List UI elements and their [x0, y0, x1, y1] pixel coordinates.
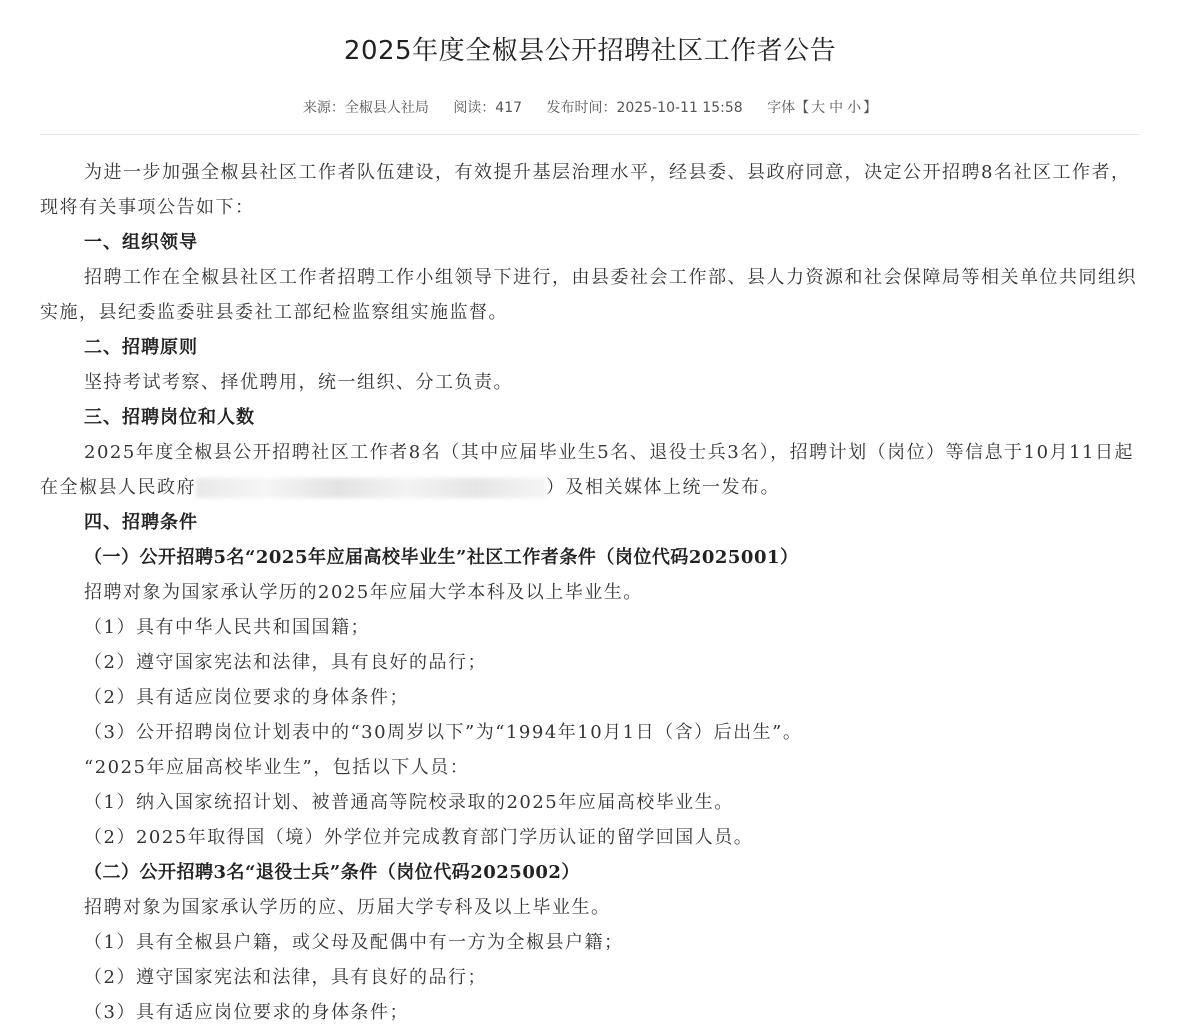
- list-item: （2）遵守国家宪法和法律，具有良好的品行；: [84, 652, 487, 673]
- list-item: （1）具有全椒县户籍，或父母及配偶中有一方为全椒县户籍；: [84, 932, 624, 953]
- section-heading: 三、招聘岗位和人数: [84, 407, 255, 428]
- font-large-link[interactable]: 大: [811, 100, 826, 116]
- section-heading: 四、招聘条件: [84, 512, 198, 533]
- list-item: （2）遵守国家宪法和法律，具有良好的品行；: [84, 967, 487, 988]
- intro-paragraph: 为进一步加强全椒县社区工作者队伍建设，有效提升基层治理水平，经县委、县政府同意，决定公开招聘8名社区工作者，现将有关事项公告如下：: [40, 162, 1131, 218]
- redacted-link: [196, 478, 546, 498]
- list-intro: 招聘对象为国家承认学历的应、历届大学专科及以上毕业生。: [84, 897, 611, 918]
- list-item: （1）具有中华人民共和国国籍；: [84, 617, 370, 638]
- article-meta: [40, 97, 1140, 117]
- list-intro: 招聘对象为国家承认学历的2025年应届大学本科及以上毕业生。: [84, 582, 643, 603]
- section-heading: 二、招聘原则: [84, 337, 198, 358]
- source-label: 来源：全椒县人社局: [302, 100, 429, 116]
- divider: [40, 134, 1140, 135]
- text-fragment: ）及相关媒体上统一发布。: [546, 477, 780, 498]
- text-fragment: 2025年度全椒县公开招聘社区工作者8名（其中应届毕业生5名、退役士兵3名），招聘计划（岗位）等信息于10月11日起在全椒县人民政府: [40, 442, 1134, 498]
- list-item: （2）具有适应岗位要求的身体条件；: [84, 687, 409, 708]
- definition-intro: “2025年应届高校毕业生”，包括以下人员：: [84, 757, 470, 778]
- list-item: （3）具有适应岗位要求的身体条件；: [84, 1002, 409, 1023]
- article-body: [40, 155, 1140, 1030]
- subsection-heading: （二）公开招聘3名“退役士兵”条件（岗位代码2025002）: [84, 862, 580, 883]
- list-item: （1）纳入国家统招计划、被普通高等院校录取的2025年应届高校毕业生。: [84, 792, 734, 813]
- section-heading: 一、组织领导: [84, 232, 198, 253]
- font-medium-link[interactable]: 中: [829, 100, 844, 116]
- section-paragraph: 招聘工作在全椒县社区工作者招聘工作小组领导下进行，由县委社会工作部、县人力资源和社会保障局等相关单位共同组织实施，县纪委监委驻县委社工部纪检监察组实施监督。: [40, 267, 1137, 323]
- publish-time: 发布时间：2025-10-11 15:58: [546, 100, 743, 116]
- page-title: 2025年度全椒县公开招聘社区工作者公告: [343, 36, 837, 66]
- font-size-switcher: [767, 100, 877, 116]
- font-size-label: 字体【: [767, 100, 810, 116]
- list-item: （2）2025年取得国（境）外学位并完成教育部门学历认证的留学回国人员。: [84, 827, 754, 848]
- font-small-link[interactable]: 小: [847, 100, 862, 116]
- section-paragraph: 坚持考试考察、择优聘用，统一组织、分工负责。: [84, 372, 513, 393]
- font-size-bracket: 】: [863, 100, 878, 116]
- list-item: （3）公开招聘岗位计划表中的“30周岁以下”为“1994年10月1日（含）后出生”。: [84, 722, 803, 743]
- subsection-heading: （一）公开招聘5名“2025年应届高校毕业生”社区工作者条件（岗位代码2025001）: [84, 547, 799, 568]
- section-paragraph: [40, 435, 1140, 505]
- read-count: 阅读：417: [453, 100, 523, 116]
